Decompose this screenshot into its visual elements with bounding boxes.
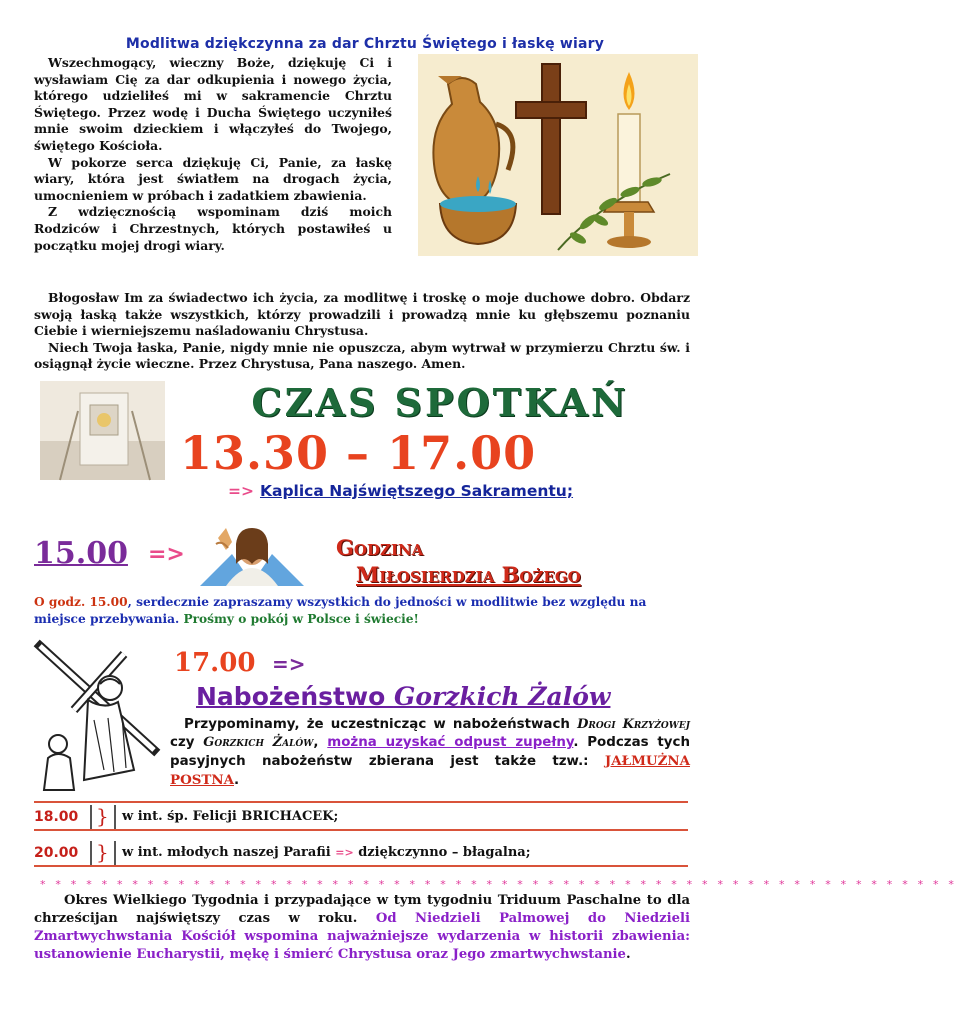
mass-row-rule xyxy=(34,829,688,831)
bitter-text-4: . Podczas tych pasyjnych nabożeństw zbierana jest także tzw.: xyxy=(170,735,690,769)
mercy-text-time: O godz. 15.00 xyxy=(34,595,128,609)
bitter-title-plain: Nabożeństwo xyxy=(196,682,394,711)
brace-icon: } xyxy=(96,804,109,828)
prayer-title: Modlitwa dziękczynna za dar Chrztu Świętego i łaskę wiary xyxy=(125,36,605,52)
bitter-title-italic: Gorzkich Żalów xyxy=(393,682,611,711)
arrow-icon: => xyxy=(335,846,354,859)
meeting-place-text: Kaplica Najświętszego Sakramentu; xyxy=(259,482,574,500)
brace-icon: } xyxy=(96,840,109,864)
jesus-carrying-cross-icon xyxy=(34,640,160,790)
divider xyxy=(90,805,92,829)
bitter-text-indulgence: można uzyskać odpust zupełny xyxy=(327,735,574,750)
bitter-text-3: , xyxy=(313,735,328,750)
prayer-text-b: W pokorze serca dziękuję Ci, Panie, za łaskę wiary, która jest światłem na drogach życia, umocnieniem w próbach i zadatkiem zbawienia. xyxy=(34,154,392,203)
holy-week-paragraph xyxy=(34,892,690,964)
mass-row xyxy=(34,803,688,831)
prayer-text-c: Z wdzięcznością wspominam dziś moich Rodziców i Chrzestnych, których postawiłeś u początku mojej drogi wiary. xyxy=(34,204,392,253)
bitter-lament-title xyxy=(196,682,610,711)
chapel-photo xyxy=(40,381,165,480)
mass-row-rule xyxy=(34,865,688,867)
sacraments-illustration xyxy=(418,54,698,256)
prayer-text-a: Wszechmogący, wieczny Boże, dziękuję Ci i wysławiam Cię za dar odkupienia i nowego życia, którego udzieliłeś mi w sakramencie Chrztu Świętego. Przez wodę i Ducha Świętego uczyniłeś mnie swoim dzieckiem i włączyłeś do Twojego, świętego Kościoła. xyxy=(34,55,392,153)
divider xyxy=(90,841,92,865)
star-divider: * * * * * * * * * * * * * * * * * * * * * * * * * * * * * * * * * * * * * * * * * * * * * * * * * * * * * * * * * * * * xyxy=(40,878,957,891)
divider xyxy=(114,841,116,865)
prayer-paragraph-2 xyxy=(34,290,690,373)
mercy-invitation xyxy=(34,594,694,627)
mass-intention xyxy=(122,803,338,831)
bitter-text-5: . xyxy=(234,773,240,788)
mercy-text-peace: Prośmy o pokój w Polsce i świecie! xyxy=(183,611,419,626)
bitter-text-gorzkie-zale: Gorzkich Żalów xyxy=(203,735,314,750)
arrow-icon: => xyxy=(228,482,254,500)
mercy-text-invite: , serdecznie zapraszamy wszystkich do jedności w modlitwie bez względu na miejsce przebywania. xyxy=(34,595,647,626)
mercy-title-line-2: Miłosierdzia Bożego xyxy=(356,562,581,587)
divine-mercy-jesus-icon xyxy=(196,524,308,586)
prayer-paragraph-1 xyxy=(34,55,392,254)
holy-week-text: Okres Wielkiego Tygodnia i przypadające w tym tygodniu Triduum Paschalne to dla chrześcijan najświętszy czas w roku. xyxy=(34,893,690,926)
prayer-text-d: Błogosław Im za świadectwo ich życia, za modlitwę i troskę o moje duchowe dobro. Obdarz swoją łaską także wszystkich, którzy prowadzili i prowadzą mnie ku głębszemu poznaniu Ciebie i wierniejszemu naśladowaniu Chrystusa. xyxy=(34,290,690,339)
meeting-time: 13.30 – 17.00 xyxy=(180,426,537,480)
mass-intention-text: w int. śp. Felicji BRICHACEK; xyxy=(122,809,339,824)
holy-week-text-end: . xyxy=(625,947,631,962)
arrow-icon: => xyxy=(272,652,306,676)
bitter-text-1: Przypominamy, że uczestnicząc w nabożeństwach xyxy=(184,717,578,732)
bitter-text-2: czy xyxy=(170,735,204,750)
bitter-lament-text xyxy=(170,716,690,790)
divider xyxy=(114,805,116,829)
mass-intention-text: w int. młodych naszej Parafii xyxy=(122,845,336,860)
mass-intention-text-2: dziękczynno – błagalna; xyxy=(353,845,531,860)
mass-time: 20.00 xyxy=(34,845,79,861)
arrow-icon: => xyxy=(148,542,185,567)
bitter-text-way-of-cross: Drogi Krzyżowej xyxy=(577,717,690,732)
meeting-title: CZAS SPOTKAŃ xyxy=(251,380,629,425)
mercy-time: 15.00 xyxy=(34,536,128,571)
bitter-text-lenten-alms: JAŁMUŻNA POSTNA xyxy=(170,753,690,788)
holy-week-text-highlight: Od Niedzieli Palmowej do Niedzieli Zmartwychwstania Kościół wspomina najważniejsze wydarzenia w historii zbawienia: ustanowienie Eucharystii, mękę i śmierć Chrystusa oraz Jego zmartwychwstanie xyxy=(34,911,690,962)
mass-time: 18.00 xyxy=(34,809,79,825)
mass-row xyxy=(34,839,688,867)
prayer-text-e: Niech Twoja łaska, Panie, nigdy mnie nie opuszcza, abym wytrwał w przymierzu Chrztu św. i osiągnął życie wieczne. Przez Chrystusa, Pana naszego. Amen. xyxy=(34,339,690,372)
mass-intention xyxy=(122,839,531,867)
bitter-lament-time: 17.00 xyxy=(174,648,256,678)
mercy-title-line-1: Godzina xyxy=(336,535,424,560)
meeting-place xyxy=(228,482,573,500)
